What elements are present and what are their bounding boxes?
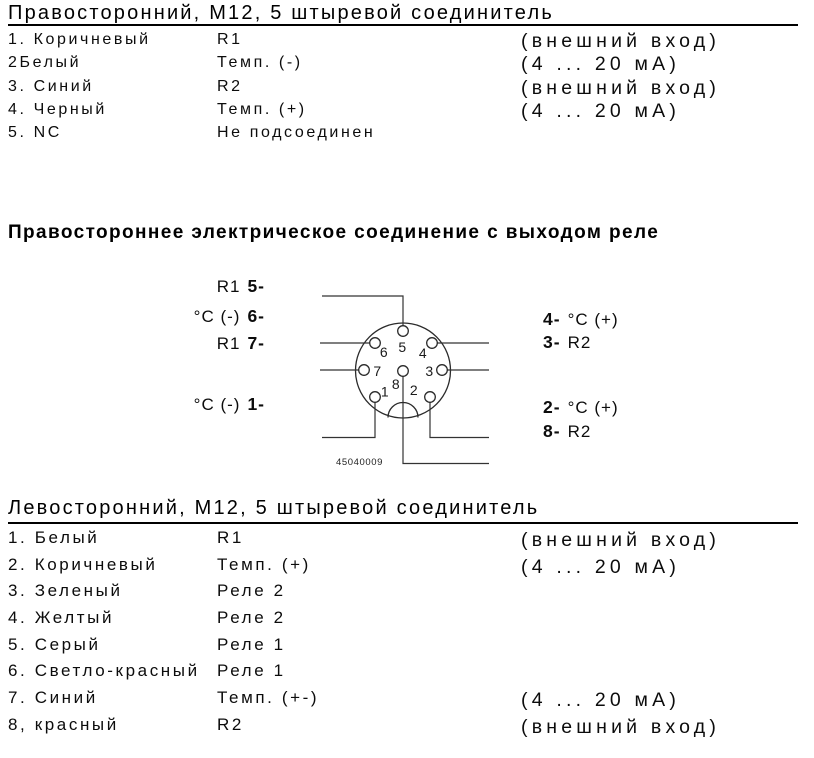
cell-pin: 3. Зеленый [8,581,123,601]
label-signal: R2 [567,333,592,352]
label-pin: 4- [543,309,561,329]
table-row [8,578,806,605]
pin-number: 3 [425,363,434,379]
cell-note: (4 ... 20 мА) [521,689,681,712]
pin-number: 2 [409,382,419,398]
label-signal: °C (-) [193,307,241,326]
table-right-title: Правосторонний, M12, 5 штыревой соединитель [8,2,554,24]
cell-signal: Реле 1 [217,661,286,681]
pin-circle-2 [425,392,436,403]
cell-pin: 4. Черный [8,100,107,118]
cell-signal: R2 [217,714,244,734]
label-pin: 7- [247,333,265,353]
cell-pin: 5. Серый [8,634,101,654]
label-pin: 8- [543,421,561,441]
cell-note: (внешний вход) [521,76,721,99]
table-row [8,685,806,712]
label-pin: 5- [247,276,265,296]
cell-note: (4 ... 20 мА) [521,99,681,122]
cell-pin: 3. Синий [8,77,94,95]
pin-number: 8 [391,376,401,392]
pin-circle-7 [359,365,370,376]
diagram-label-left [217,276,265,297]
pin-circle-3 [437,365,448,376]
table-row [8,605,806,632]
cell-pin: 7. Синий [8,688,98,708]
cell-signal: Темп. (-) [217,54,303,72]
table-row [8,632,806,659]
table-row [8,525,806,552]
pin-circle-5 [398,326,409,337]
pin-circle-1 [370,392,381,403]
cell-signal: R1 [217,31,243,48]
cell-note: (внешний вход) [521,30,721,52]
cell-note: (4 ... 20 мА) [521,555,681,578]
label-pin: 3- [543,332,561,352]
cell-pin: 2Белый [8,54,82,72]
table-row [8,658,806,685]
label-signal: °C (+) [567,398,619,417]
cell-signal: Темп. (+) [217,554,311,574]
cell-pin: 8, красный [8,714,119,734]
pin-number: 6 [379,344,389,360]
diagram-label-right [543,421,591,442]
diagram-label-right [543,397,619,418]
table-row [8,712,806,739]
table-row [8,552,806,579]
pin-number: 5 [398,339,407,355]
pin-number: 4 [418,345,428,361]
label-signal: °C (-) [193,395,241,414]
label-pin: 2- [543,397,561,417]
pin-numbers [373,339,433,400]
table-row [8,75,806,98]
label-signal: R1 [216,277,241,296]
table-left-title-rule [8,522,798,524]
pin-circle-4 [427,338,438,349]
connector-pins [359,326,448,403]
table-right-connector [8,28,806,144]
label-signal: R1 [216,334,241,353]
cell-signal: Реле 2 [217,608,286,628]
diagram-label-left [194,394,265,415]
label-pin: 6- [247,306,265,326]
pin-circle-6 [370,338,381,349]
label-signal: °C (+) [567,310,619,329]
table-right-title-rule [8,24,798,26]
table-row [8,121,806,144]
table-row [8,28,806,51]
label-signal: R2 [567,422,592,441]
diagram-label-right [543,332,591,353]
diagram-section-heading: Правостороннее электрическое соединение с выходом реле [8,222,660,243]
cell-note: (внешний вход) [521,715,721,738]
cell-signal: Не подсоединен [217,124,376,142]
cell-pin: 4. Желтый [8,608,115,628]
table-row [8,51,806,74]
diagram-label-left [217,333,265,354]
connector-body-circle [356,323,451,418]
cell-pin: 2. Коричневый [8,554,158,574]
table-left-connector [8,525,806,739]
cell-note: (4 ... 20 мА) [521,53,681,76]
diagram-label-left [194,306,265,327]
cell-note: (внешний вход) [521,529,721,551]
cell-signal: R2 [217,77,243,95]
pin-circle-8 [398,366,409,377]
table-row [8,98,806,121]
cell-signal: Реле 1 [217,634,286,654]
cell-pin: 5. NC [8,124,62,142]
figure-number: 45040009 [336,457,384,468]
cell-pin: 1. Коричневый [8,31,151,48]
cell-signal: Темп. (+-) [217,688,320,708]
cell-signal: Реле 2 [217,581,286,601]
pin-number: 1 [380,383,390,400]
keying-notch [388,403,418,418]
cell-signal: Темп. (+) [217,100,307,118]
cell-signal: R1 [217,528,244,547]
pin-number: 7 [373,363,382,379]
cell-pin: 6. Светло-красный [8,661,200,681]
label-pin: 1- [247,394,265,414]
cell-pin: 1. Белый [8,528,100,547]
table-left-title: Левосторонний, M12, 5 штыревой соединитель [8,497,540,519]
diagram-label-right [543,309,619,330]
wiring-lines [320,296,489,464]
